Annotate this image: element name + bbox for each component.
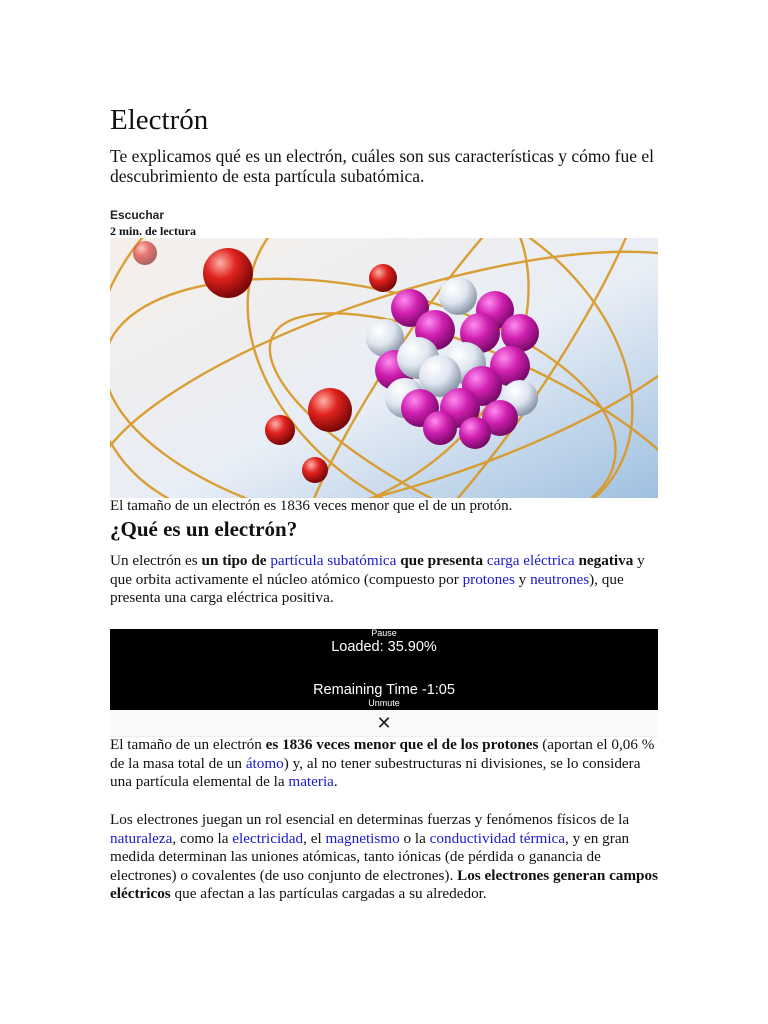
audio-player: [110, 629, 658, 710]
link-protones[interactable]: protones: [462, 570, 515, 588]
link-electricidad[interactable]: electricidad: [232, 829, 304, 847]
pause-button[interactable]: Pause: [371, 628, 397, 638]
listen-button[interactable]: Escuchar: [110, 208, 165, 222]
atom-illustration: [110, 238, 658, 498]
text: y que orbita activamente el núcleo atómico (compuesto por: [110, 552, 645, 588]
link-particula-subatomica[interactable]: partícula subatómica: [270, 552, 397, 569]
bold-text: que presenta: [396, 552, 487, 569]
paragraph-2: [110, 736, 658, 792]
text: ), que presenta una carga eléctrica positiva.: [110, 570, 624, 606]
paragraph-3: [110, 811, 658, 904]
bold-text: un tipo de: [201, 552, 271, 569]
text: que afectan a las partículas cargadas a su alrededor.: [170, 885, 487, 902]
image-caption: El tamaño de un electrón es 1836 veces menor que el de un protón.: [110, 498, 513, 514]
bold-text: negativa: [574, 552, 634, 569]
text: ) y, al no tener subestructuras ni divisiones, se lo considera una partícula elemental de la: [110, 754, 641, 790]
read-time: 2 min. de lectura: [110, 224, 196, 238]
text: o la: [399, 829, 430, 847]
link-magnetismo[interactable]: magnetismo: [325, 829, 400, 847]
link-materia[interactable]: materia: [288, 773, 334, 790]
close-icon[interactable]: ✕: [376, 713, 392, 734]
text: Los electrones juegan un rol esencial en determinas fuerzas y fenómenos físicos de la: [110, 811, 630, 828]
text: El tamaño de un electrón: [110, 736, 266, 753]
link-carga-electrica[interactable]: carga eléctrica: [486, 552, 575, 569]
text: , y en gran medida determinan las uniones atómicas, tanto iónicas (de pérdida o ganancia de electrones) o covalentes (de uso conjunto de electrones).: [110, 829, 630, 884]
player-close-bar: [110, 710, 658, 737]
section-heading: ¿Qué es un electrón?: [110, 517, 298, 541]
link-conductividad-termica[interactable]: conductividad térmica: [429, 829, 566, 847]
text: (aportan el 0,06 % de la masa total de un: [110, 736, 655, 772]
link-naturaleza[interactable]: naturaleza: [110, 829, 173, 847]
loaded-status: Loaded: 35.90%: [331, 639, 437, 655]
page-title: Electrón: [110, 104, 209, 136]
text: Un electrón es: [110, 552, 202, 569]
text: .: [333, 773, 338, 790]
bold-text: es 1836 veces menor que el de los protones: [265, 736, 539, 753]
unmute-button[interactable]: Unmute: [368, 698, 400, 708]
text: , el: [303, 829, 326, 847]
paragraph-1: [110, 552, 658, 608]
text: y: [514, 570, 531, 588]
remaining-time: Remaining Time -1:05: [313, 682, 455, 698]
text: , como la: [172, 829, 233, 847]
bold-text: Los electrones generan campos eléctricos: [110, 866, 659, 902]
article-subtitle: Te explicamos qué es un electrón, cuáles son sus características y cómo fue el descubrimiento de esta partícula subatómica.: [110, 146, 654, 186]
link-atomo[interactable]: átomo: [245, 754, 284, 772]
link-neutrones[interactable]: neutrones: [530, 570, 590, 588]
